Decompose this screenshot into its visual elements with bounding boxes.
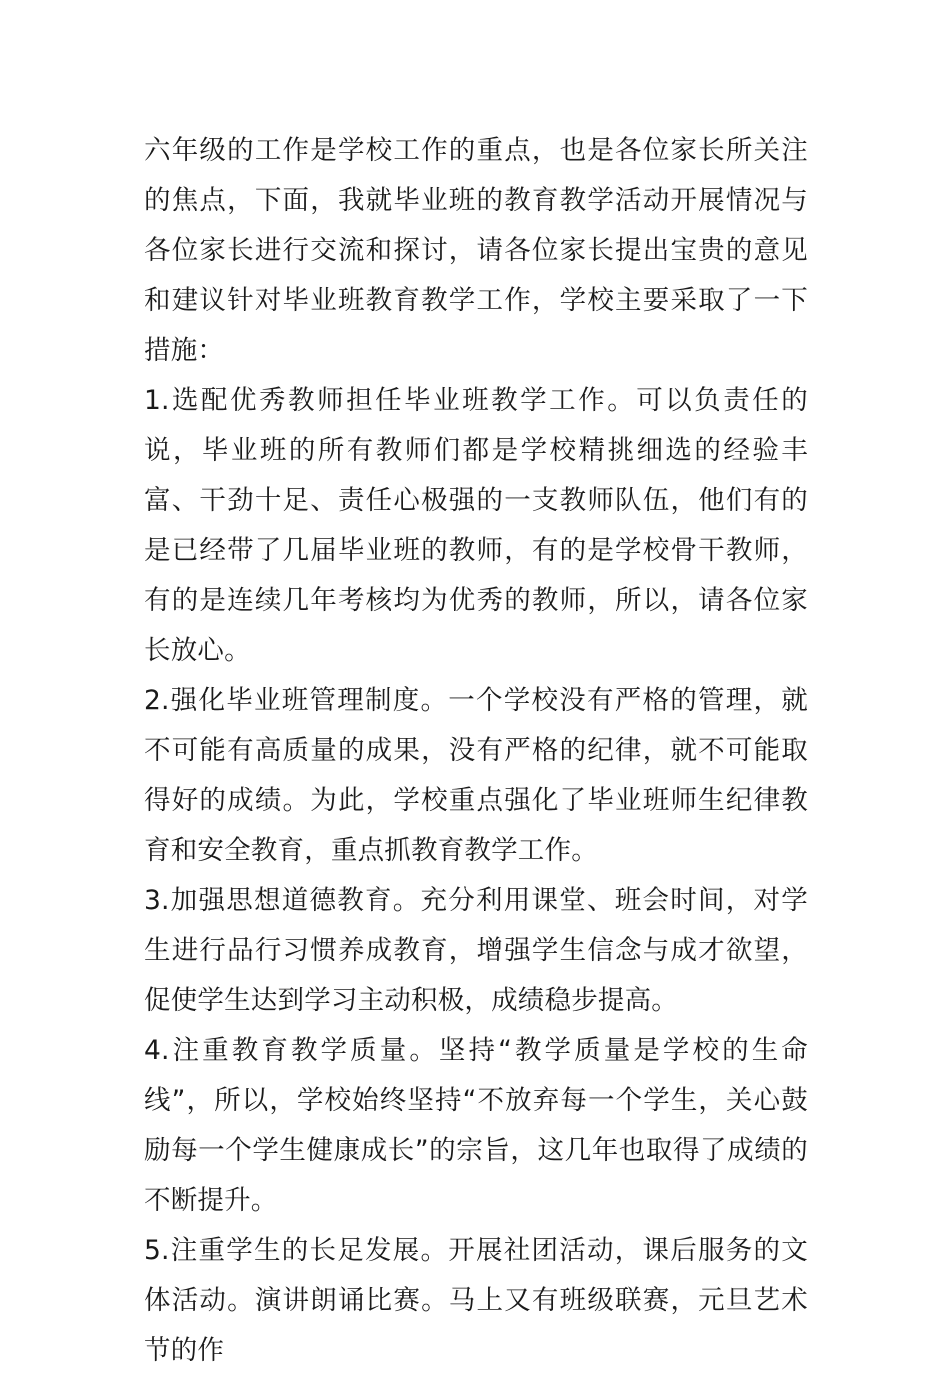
measure-1-paragraph: 1.选配优秀教师担任毕业班教学工作。可以负责任的说，毕业班的所有教师们都是学校精挑细选的经验丰富、干劲十足、责任心极强的一支教师队伍，他们有的是已经带了几届毕业班的教师，有的是学校骨干教师，有的是连续几年考核均为优秀的教师，所以，请各位家长放心。 — [144, 385, 808, 666]
intro-paragraph: 六年级的工作是学校工作的重点，也是各位家长所关注的焦点，下面，我就毕业班的教育教学活动开展情况与各位家长进行交流和探讨，请各位家长提出宝贵的意见和建议针对毕业班教育教学工作，学校主要采取了一下措施： — [144, 135, 808, 366]
measure-4-paragraph: 4.注重教育教学质量。坚持“教学质量是学校的生命线”，所以，学校始终坚持“不放弃每一个学生，关心鼓励每一个学生健康成长”的宗旨，这几年也取得了成绩的不断提升。 — [144, 1035, 808, 1216]
measure-2-paragraph: 2.强化毕业班管理制度。一个学校没有严格的管理，就不可能有高质量的成果，没有严格的纪律，就不可能取得好的成绩。为此，学校重点强化了毕业班师生纪律教育和安全教育，重点抓教育教学工作。 — [144, 685, 808, 866]
document-body — [144, 126, 808, 1376]
measure-5-paragraph: 5.注重学生的长足发展。开展社团活动，课后服务的文体活动。演讲朗诵比赛。马上又有班级联赛，元旦艺术节的作 — [144, 1235, 808, 1366]
measure-3-paragraph: 3.加强思想道德教育。充分利用课堂、班会时间，对学生进行品行习惯养成教育，增强学生信念与成才欲望，促使学生达到学习主动积极，成绩稳步提高。 — [144, 885, 808, 1016]
